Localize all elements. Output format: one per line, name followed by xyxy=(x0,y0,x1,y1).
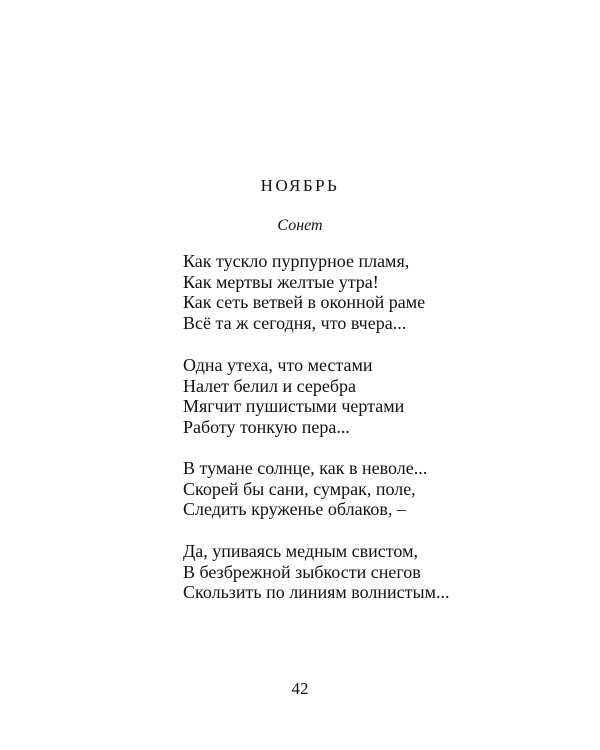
poem-line: Следить круженье облаков, – xyxy=(183,499,406,519)
poem-line: Скорей бы сани, сумрак, поле, xyxy=(183,478,416,499)
poem-line: Налет белил и серебра xyxy=(183,375,356,396)
poem-line: Мягчит пушистыми чертами xyxy=(183,396,405,416)
stanza-4 xyxy=(183,541,513,603)
poem-line: Как тускло пурпурное пламя, xyxy=(183,251,410,271)
poem-line: В тумане солнце, как в неволе... xyxy=(183,458,428,478)
poem-line: Как мертвы желтые утра! xyxy=(183,271,379,292)
poem-title: НОЯБРЬ xyxy=(260,176,340,195)
stanza-3 xyxy=(183,458,513,520)
page-number: 42 xyxy=(291,679,309,698)
poem-line: Одна утеха, что местами xyxy=(183,355,373,375)
poem-line: Всё та ж сегодня, что вчера... xyxy=(183,312,407,333)
poem-line: Как сеть ветвей в оконной раме xyxy=(183,292,426,312)
stanza-2 xyxy=(183,355,513,437)
poem-subtitle: Сонет xyxy=(277,217,323,234)
stanza-1 xyxy=(183,251,513,333)
poem-line: Работу тонкую пера... xyxy=(183,416,350,437)
poem-line: Да, упиваясь медным свистом, xyxy=(183,541,418,561)
poem-line: Скользить по линиям волнистым... xyxy=(183,582,450,602)
poem-line: В безбрежной зыбкости снегов xyxy=(183,561,421,582)
